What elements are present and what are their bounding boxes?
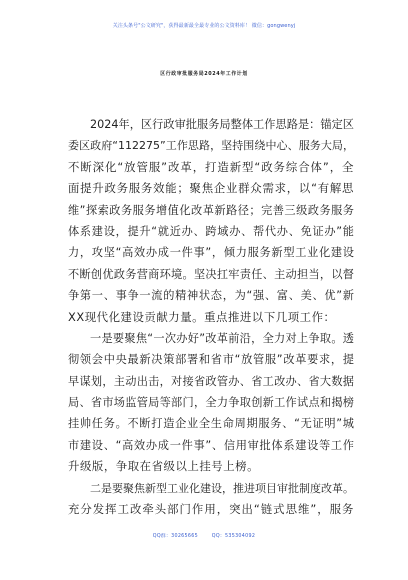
body-line: XX现代化建设贡献力量。重点推进以下几项工作：: [68, 309, 336, 324]
body-line: 不断创优政务营商环境。坚决扛牢责任、主动担当，以督: [68, 267, 354, 281]
body-line: 市建设、“高效办成一件事”、信用审批体系建设等工作: [68, 438, 354, 452]
body-line: 挂帅任务。不断打造企业全生命周期服务、“无证明”城: [68, 417, 354, 431]
body-line: 局、省市场监管局等部门，全力争取创新工作试点和揭榜: [68, 396, 354, 410]
body-line: 争第一、事争一流的精神状态，为“强、富、美、优”新: [68, 289, 354, 303]
body-line: 面提升政务服务效能；聚焦企业群众需求，以“有解思: [68, 181, 354, 196]
footer-qq-group: QQ群：30265665: [152, 534, 198, 539]
footer-banner: [0, 532, 408, 539]
document-body: [68, 114, 354, 520]
body-line: 一是要聚焦“一次办好”改革前沿，全力对上争取。透: [90, 331, 354, 345]
body-line: 力，攻坚“高效办成一件事”，倾力服务新型工业化建设: [68, 246, 354, 260]
body-line: 维”探索政务服务增值化改革新路径；完善三级政务服务: [68, 203, 354, 217]
body-line: 彻领会中央最新决策部署和省市“放管服”改革要求，提: [68, 353, 354, 367]
body-line: 充分发挥工改牵头部门作用，突出“链式思维”，服务: [68, 502, 354, 517]
body-line: 委区政府“112275”工作思路，坚持围绕中心、服务大局，: [68, 139, 354, 153]
footer-qq-contact: QQ：535304092: [211, 534, 256, 539]
body-line: 二是要聚焦新型工业化建设，推进项目审批制度改革。: [90, 481, 354, 495]
body-line: 体系建设，提升“就近办、跨域办、帮代办、免证办”能: [68, 224, 354, 238]
header-banner: 关注头条号"公文研究"，获得最新最全最专业的公文资料库！ 微信：gongwenyj: [112, 23, 296, 29]
body-line: 不断深化“放管服”改革，打造新型“政务综合体”，全: [68, 159, 354, 174]
document-title: 区行政审批服务局2024年工作计划: [160, 71, 248, 77]
body-line: 升级版，争取在省级以上挂号上榜。: [68, 459, 260, 474]
body-line: 早谋划，主动出击，对接省政管办、省工改办、省大数据: [68, 374, 354, 388]
body-line: 2024年，区行政审批服务局整体工作思路是：锚定区: [90, 118, 354, 131]
